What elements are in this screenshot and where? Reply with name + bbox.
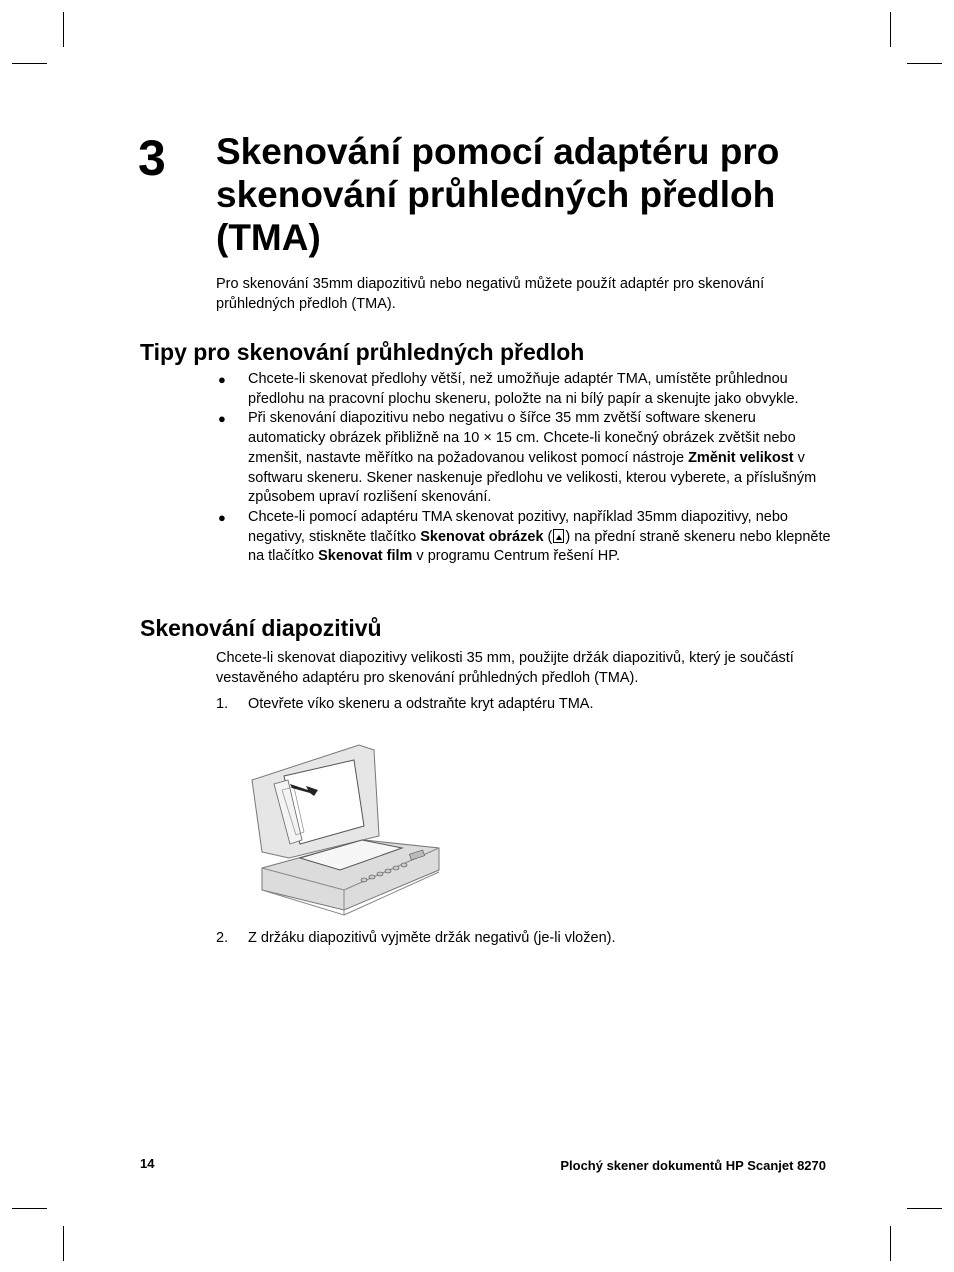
list-item: ● Při skenování diapozitivu nebo negativu o šířce 35 mm zvětší software skeneru automaticky obrázek přibližně na 10 × 15 cm. Chcete-li konečný obrázek zvětšit nebo zmenšit, nastavte měřítko na požadovanou velikost pomocí nástroje Změnit velikost v softwaru skeneru. Skener naskenuje předlohu ve velikosti, kterou vyberete, a příslušným způsobem upraví rozlišení skenování. bbox=[218, 410, 817, 506]
crop-mark bbox=[890, 12, 891, 47]
step-text: Otevřete víko skeneru a odstraňte kryt adaptéru TMA. bbox=[248, 696, 594, 712]
footer-title: Plochý skener dokumentů HP Scanjet 8270 bbox=[560, 1158, 826, 1173]
slides-intro-paragraph: Chcete-li skenovat diapozitivy velikosti 35 mm, použijte držák diapozitivů, který je součástí vestavěného adaptéru pro skenování průhledných předloh (TMA). bbox=[216, 650, 794, 686]
scanner-illustration bbox=[244, 740, 444, 925]
bold-term: Skenovat film bbox=[318, 548, 413, 565]
page-number: 14 bbox=[140, 1156, 155, 1171]
chapter-number: 3 bbox=[138, 130, 166, 186]
bullet-icon: ● bbox=[218, 509, 226, 525]
crop-mark bbox=[12, 63, 47, 64]
crop-mark bbox=[890, 1226, 891, 1261]
list-item: ● Chcete-li skenovat předlohy větší, než umožňuje adaptér TMA, umístěte průhlednou předlohu na pracovní plochu skeneru, položte na ni bílý papír a skenujte jako obvykle. bbox=[218, 371, 799, 407]
step-number: 2. bbox=[216, 930, 229, 946]
step-text: Z držáku diapozitivů vyjměte držák negativů (je-li vložen). bbox=[248, 930, 616, 946]
tips-list bbox=[216, 370, 836, 567]
section-heading-slides: Skenování diapozitivů bbox=[140, 615, 382, 641]
scan-picture-button-icon bbox=[553, 529, 564, 543]
crop-mark bbox=[907, 1208, 942, 1209]
crop-mark bbox=[907, 63, 942, 64]
section-heading-tips: Tipy pro skenování průhledných předloh bbox=[140, 339, 585, 365]
list-item: ● Chcete-li pomocí adaptéru TMA skenovat pozitivy, například 35mm diapozitivy, nebo negativy, stiskněte tlačítko Skenovat obrázek ( ) na přední straně skeneru nebo klepněte na tlačítko Skenovat film v programu Centrum řešení HP. bbox=[218, 508, 831, 565]
crop-mark bbox=[12, 1208, 47, 1209]
bold-term: Skenovat obrázek bbox=[420, 528, 544, 545]
bullet-icon: ● bbox=[218, 411, 226, 427]
bold-term: Změnit velikost bbox=[688, 449, 794, 466]
bullet-icon: ● bbox=[218, 372, 226, 387]
crop-mark bbox=[63, 1226, 64, 1261]
chapter-title: Skenování pomocí adaptéru pro skenování průhledných předloh (TMA) bbox=[216, 131, 780, 258]
intro-paragraph: Pro skenování 35mm diapozitivů nebo negativů můžete použít adaptér pro skenování průhledných předloh (TMA). bbox=[216, 276, 765, 312]
crop-mark bbox=[63, 12, 64, 47]
step-number: 1. bbox=[216, 696, 229, 712]
